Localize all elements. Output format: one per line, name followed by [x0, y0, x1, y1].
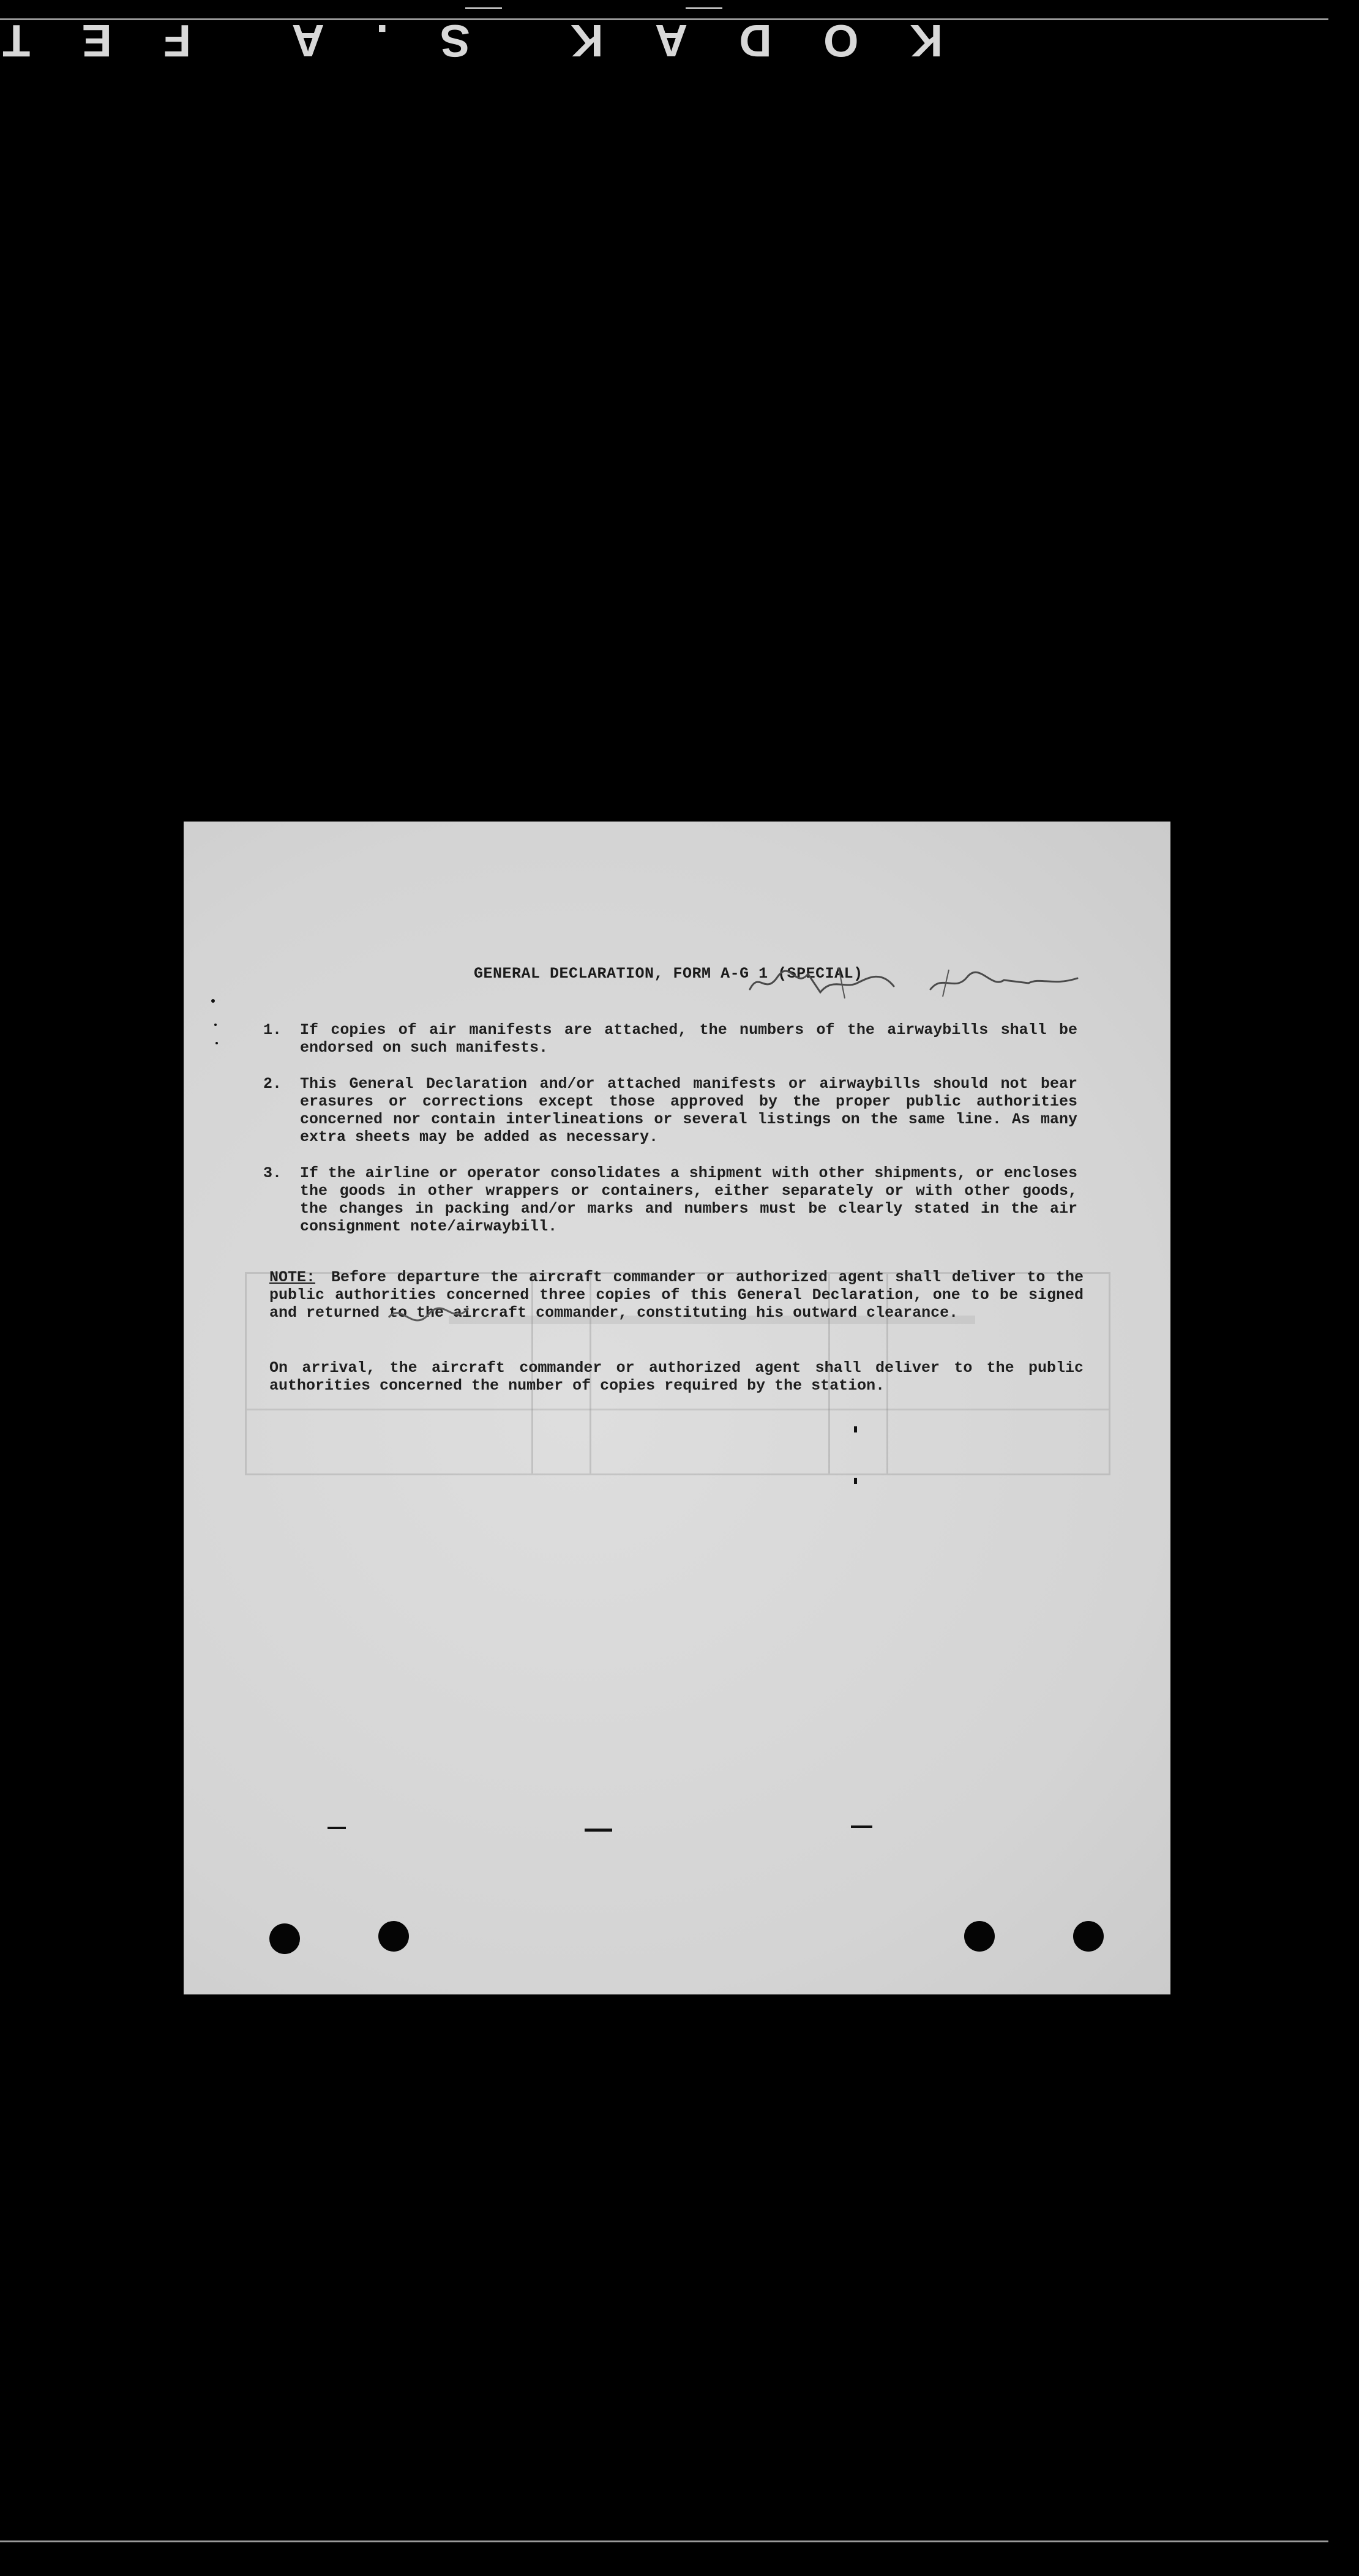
note-text: Before departure the aircraft commander or authorized agent shall deliver to the public authorities concerned three copies of this General Declaration, one to be signed and returned to the aircraft commander, constituting his outward clearance.: [269, 1268, 1084, 1322]
item-number: 1.: [263, 1021, 282, 1039]
film-edge-tick: [465, 7, 502, 9]
handwritten-signature: [747, 965, 1090, 1002]
dust-speck: [328, 1827, 346, 1829]
item-text: This General Declaration and/or attached manifests or airwaybills should not bear erasures or corrections except those approved by the proper public authorities concerned nor contain interlineations or several listings on the same line. As many extra sheets may be added as necessary.: [300, 1075, 1077, 1146]
form-title: GENERAL DECLARATION, FORM A-G 1 (SPECIAL): [474, 965, 863, 983]
film-edge-letter: K: [907, 15, 943, 67]
dust-speck: [211, 999, 215, 1003]
film-edge-letter: S: [437, 15, 470, 67]
film-edge-letter: T: [0, 15, 31, 67]
dust-speck: [854, 1426, 857, 1432]
note-label: NOTE:: [269, 1268, 316, 1286]
item-number: 3.: [263, 1164, 282, 1182]
arrival-paragraph: On arrival, the aircraft commander or authorized agent shall deliver to the public authorities concerned the number of copies required by the station.: [269, 1359, 1084, 1395]
film-edge-letter: O: [820, 15, 859, 67]
film-edge-letter: A: [652, 15, 688, 67]
punch-hole: [269, 1923, 300, 1954]
film-edge-letter: .: [373, 15, 389, 67]
bleed-through-row-line: [247, 1409, 1109, 1410]
film-edge-tick: [686, 7, 722, 9]
dust-speck: [854, 1478, 857, 1484]
dust-speck: [585, 1829, 612, 1832]
film-edge-label: [0, 13, 943, 69]
punch-hole: [378, 1921, 409, 1952]
film-edge-letter: A: [289, 15, 324, 67]
punch-hole: [1073, 1921, 1104, 1952]
dust-speck: [214, 1024, 217, 1026]
film-edge-letter: F: [160, 15, 192, 67]
dust-speck: [215, 1042, 218, 1044]
film-edge-letter: E: [79, 15, 112, 67]
dust-speck: [851, 1825, 872, 1828]
punch-hole: [964, 1921, 995, 1952]
item-text: If the airline or operator consolidates a shipment with other shipments, or encloses the goods in other wrappers or containers, either separately or with other goods, the changes in packing and/or marks and numbers must be clearly stated in the air consignment note/airwaybill.: [300, 1164, 1077, 1235]
item-text: If copies of air manifests are attached, the numbers of the airwaybills shall be endorsed on such manifests.: [300, 1021, 1077, 1057]
handwritten-mark: [386, 1299, 471, 1336]
document-page: [184, 822, 1170, 1994]
film-edge-letter: K: [568, 15, 604, 67]
film-edge-bottom-line: [0, 2540, 1328, 2542]
film-edge-letter: D: [736, 15, 772, 67]
item-number: 2.: [263, 1075, 282, 1093]
